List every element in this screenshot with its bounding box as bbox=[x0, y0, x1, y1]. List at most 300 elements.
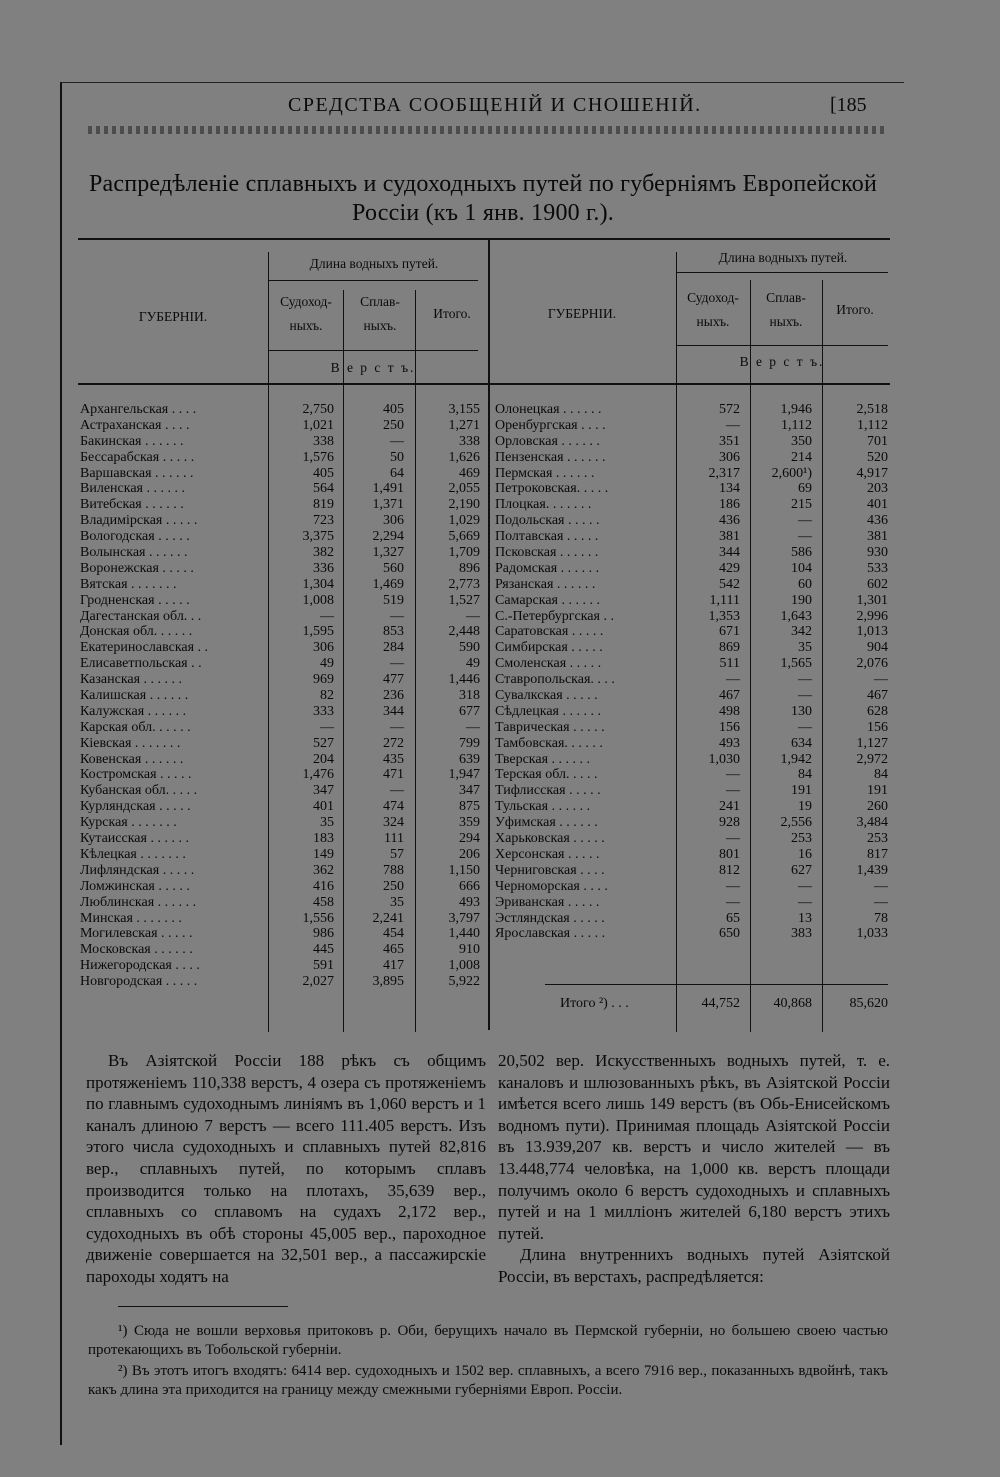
table-cell: 1,469 bbox=[372, 576, 404, 592]
table-cell: Черноморская . . . . bbox=[495, 878, 608, 894]
table-cell: 250 bbox=[383, 878, 404, 894]
table-cell: 853 bbox=[383, 624, 404, 640]
province-header-left: ГУБЕРНІИ. bbox=[138, 309, 208, 324]
table-cell: 294 bbox=[459, 831, 480, 847]
table-cell: Радомская . . . . . . bbox=[495, 560, 600, 576]
table-cell: 35 bbox=[320, 815, 334, 831]
table-cell: 896 bbox=[459, 560, 480, 576]
right-col-rule-2 bbox=[750, 280, 751, 1032]
table-cell: 60 bbox=[798, 576, 812, 592]
table-cell: — bbox=[798, 719, 812, 735]
table-cell: Кѣлецкая . . . . . . . bbox=[80, 846, 186, 862]
table-cell: Симбирская . . . . . bbox=[495, 640, 603, 656]
table-cell: 723 bbox=[313, 513, 334, 529]
table-cell: — bbox=[798, 529, 812, 545]
table-cell: 190 bbox=[791, 592, 812, 608]
right-navigable-column bbox=[678, 402, 740, 942]
footnote-1: ¹) Сюда не вошли верховья притоковъ р. Оби, берущихъ начало въ Пермской губерніи, но большею своею частью протекающихъ въ Тобольской губерніи. bbox=[88, 1323, 888, 1358]
table-cell: 429 bbox=[719, 560, 740, 576]
table-cell: 586 bbox=[791, 545, 812, 561]
table-cell: 3,375 bbox=[302, 529, 334, 545]
table-cell: 253 bbox=[867, 831, 888, 847]
table-cell: 1,030 bbox=[708, 751, 740, 767]
total-header-right: Итого. bbox=[836, 302, 874, 317]
footnotes bbox=[88, 1322, 888, 1402]
table-cell: — bbox=[798, 894, 812, 910]
table-cell: 591 bbox=[313, 958, 334, 974]
table-cell: 1,112 bbox=[857, 417, 888, 433]
table-cell: 3,155 bbox=[448, 402, 480, 417]
table-cell: Ломжинская . . . . . bbox=[80, 878, 190, 894]
table-cell: 788 bbox=[383, 862, 404, 878]
table-cell: 405 bbox=[383, 402, 404, 417]
table-cell: 1,595 bbox=[302, 624, 334, 640]
table-cell: 1,527 bbox=[448, 592, 480, 608]
table-cell: Тверская . . . . . . bbox=[495, 751, 591, 767]
table-cell: 1,327 bbox=[372, 545, 404, 561]
table-heading: Распредѣленіе сплавныхъ и судоходныхъ путей по губерніямъ Европейской Россіи (къ 1 янв. 1900 г.). bbox=[88, 171, 878, 226]
table-cell: 1,371 bbox=[372, 497, 404, 513]
table-cell: — bbox=[798, 513, 812, 529]
table-cell: 520 bbox=[867, 449, 888, 465]
table-cell: 362 bbox=[313, 862, 334, 878]
table-cell: 338 bbox=[313, 433, 334, 449]
table-cell: Пермская . . . . . . bbox=[495, 465, 595, 481]
table-cell: 351 bbox=[719, 433, 740, 449]
table-cell: Орловская . . . . . . bbox=[495, 433, 600, 449]
left-navigable-column bbox=[272, 402, 334, 990]
table-cell: 206 bbox=[459, 846, 480, 862]
table-cell: Кіевская . . . . . . . bbox=[80, 735, 181, 751]
table-cell: 2,317 bbox=[708, 465, 740, 481]
table-cell: — bbox=[466, 719, 480, 735]
table-cell: 214 bbox=[791, 449, 812, 465]
table-cell: 191 bbox=[791, 783, 812, 799]
table-cell: Калужская . . . . . . bbox=[80, 703, 187, 719]
table-cell: 1,942 bbox=[780, 751, 812, 767]
table-cell: — bbox=[390, 608, 404, 624]
table-cell: Курская . . . . . . . bbox=[80, 815, 177, 831]
unit-header-right: В е р с т ъ. bbox=[739, 354, 825, 369]
table-cell: Минская . . . . . . . bbox=[80, 910, 182, 926]
table-cell: 1,439 bbox=[856, 862, 888, 878]
table-cell: 1,021 bbox=[302, 417, 334, 433]
table-cell: Бессарабская . . . . . bbox=[80, 449, 195, 465]
table-cell: — bbox=[726, 783, 740, 799]
totals-label: Итого ²) . . . bbox=[560, 996, 629, 1011]
right-col-rule-3 bbox=[822, 280, 823, 1032]
table-cell: Могилевская . . . . . bbox=[80, 926, 193, 942]
table-cell: 1,353 bbox=[708, 608, 740, 624]
table-cell: Полтавская . . . . . bbox=[495, 529, 599, 545]
table-cell: 467 bbox=[867, 688, 888, 704]
table-cell: 1,476 bbox=[302, 767, 334, 783]
table-cell: 16 bbox=[798, 846, 812, 862]
table-cell: 527 bbox=[313, 735, 334, 751]
table-cell: — bbox=[874, 894, 888, 910]
table-cell: 436 bbox=[867, 513, 888, 529]
totals-navigable: 44,752 bbox=[701, 996, 740, 1011]
table-cell: Таврическая . . . . . bbox=[495, 719, 605, 735]
right-subheader-rule bbox=[676, 272, 888, 273]
table-cell: 383 bbox=[791, 926, 812, 942]
table-cell: 2,972 bbox=[856, 751, 888, 767]
table-cell: 381 bbox=[867, 529, 888, 545]
table-cell: — bbox=[320, 608, 334, 624]
table-cell: 969 bbox=[313, 672, 334, 688]
table-cell: Нижегородская . . . . bbox=[80, 958, 200, 974]
table-cell: 13 bbox=[798, 910, 812, 926]
table-cell: 111 bbox=[384, 831, 404, 847]
length-header-right: Длина водныхъ путей. bbox=[718, 250, 848, 265]
table-cell: 560 bbox=[383, 560, 404, 576]
table-cell: 405 bbox=[313, 465, 334, 481]
table-cell: — bbox=[726, 878, 740, 894]
table-cell: 2,294 bbox=[372, 529, 404, 545]
table-cell: 812 bbox=[719, 862, 740, 878]
table-cell: 628 bbox=[867, 703, 888, 719]
floatable-header-right: Сплав- ныхъ. bbox=[766, 290, 806, 329]
table-cell: — bbox=[320, 719, 334, 735]
table-cell: — bbox=[874, 878, 888, 894]
body-paragraph-right: 20,502 вер. Искусственныхъ водныхъ путей, т. е. каналовъ и шлюзованныхъ рѣкъ, въ Азіятской Россіи имѣется всего лишь 149 верстъ (въ Обь-Енисейскомъ водномъ пути). Принимая площадь Азіятской Россіи въ 13.939,207 кв. верстъ и число жителей — въ 13.448,774 человѣка, на 1,000 кв. верстъ площади получимъ около 6 верстъ судоходныхъ и сплавныхъ путей и на 1 милліонъ жителей 6,180 верстъ этихъ путей. bbox=[498, 1051, 890, 1243]
table-cell: 1,271 bbox=[448, 417, 480, 433]
table-cell: Вятская . . . . . . . bbox=[80, 576, 177, 592]
table-cell: — bbox=[390, 719, 404, 735]
table-cell: 2,076 bbox=[856, 656, 888, 672]
footnote-2: ²) Въ этотъ итогъ входятъ: 6414 вер. судоходныхъ и 1502 вер. сплавныхъ, а всего 7916 вер., показанныхъ вдвойнѣ, такъ какъ длина эта приходится на границу между смежными губерніями Европ. Россіи. bbox=[88, 1363, 888, 1398]
table-cell: Сувалкская . . . . . bbox=[495, 688, 598, 704]
table-cell: Псковская . . . . . . bbox=[495, 545, 599, 561]
table-cell: Волынская . . . . . . bbox=[80, 545, 188, 561]
table-cell: 542 bbox=[719, 576, 740, 592]
table-cell: Владимірская . . . . . bbox=[80, 513, 198, 529]
table-cell: Терская обл. . . . . bbox=[495, 767, 598, 783]
table-cell: Саратовская . . . . . bbox=[495, 624, 604, 640]
table-cell: 986 bbox=[313, 926, 334, 942]
table-cell: 215 bbox=[791, 497, 812, 513]
table-cell: 344 bbox=[719, 545, 740, 561]
table-cell: Екатеринославская . . bbox=[80, 640, 209, 656]
table-cell: Бакинская . . . . . . bbox=[80, 433, 184, 449]
table-cell: 1,946 bbox=[780, 402, 812, 417]
table-cell: 156 bbox=[867, 719, 888, 735]
table-cell: 1,033 bbox=[856, 926, 888, 942]
table-cell: Пензенская . . . . . . bbox=[495, 449, 606, 465]
table-cell: 35 bbox=[390, 894, 404, 910]
table-cell: Смоленская . . . . . bbox=[495, 656, 602, 672]
right-floatable-column bbox=[752, 402, 812, 942]
table-cell: 5,922 bbox=[448, 974, 480, 990]
table-cell: 819 bbox=[313, 497, 334, 513]
table-cell: Сѣдлецкая . . . . . . bbox=[495, 703, 601, 719]
table-cell: 1,112 bbox=[781, 417, 812, 433]
table-cell: 875 bbox=[459, 799, 480, 815]
table-cell: 930 bbox=[867, 545, 888, 561]
table-cell: Карская обл. . . . . . bbox=[80, 719, 191, 735]
table-cell: Воронежская . . . . . bbox=[80, 560, 194, 576]
table-cell: 401 bbox=[867, 497, 888, 513]
table-cell: Подольская . . . . . bbox=[495, 513, 600, 529]
table-cell: 342 bbox=[791, 624, 812, 640]
table-cell: 465 bbox=[383, 942, 404, 958]
table-cell: 666 bbox=[459, 878, 480, 894]
table-cell: 1,008 bbox=[448, 958, 480, 974]
table-cell: 350 bbox=[791, 433, 812, 449]
table-cell: 1,491 bbox=[372, 481, 404, 497]
table-cell: 602 bbox=[867, 576, 888, 592]
table-cell: 1,440 bbox=[448, 926, 480, 942]
table-cell: 701 bbox=[867, 433, 888, 449]
table-cell: 817 bbox=[867, 846, 888, 862]
table-cell: — bbox=[726, 417, 740, 433]
total-header-left: Итого. bbox=[433, 306, 471, 321]
table-cell: 1,008 bbox=[302, 592, 334, 608]
table-cell: 677 bbox=[459, 703, 480, 719]
table-cell: — bbox=[726, 831, 740, 847]
table-cell: 458 bbox=[313, 894, 334, 910]
table-cell: 1,626 bbox=[448, 449, 480, 465]
table-cell: 3,797 bbox=[448, 910, 480, 926]
table-cell: 359 bbox=[459, 815, 480, 831]
table-cell: 417 bbox=[383, 958, 404, 974]
table-cell: 928 bbox=[719, 815, 740, 831]
table-cell: Елисаветпольская . . bbox=[80, 656, 202, 672]
totals-rule bbox=[545, 984, 888, 985]
table-cell: 2,027 bbox=[302, 974, 334, 990]
table-cell: Вологодская . . . . . bbox=[80, 529, 190, 545]
unit-header-left: В е р с т ъ. bbox=[330, 360, 416, 375]
table-cell: 2,750 bbox=[302, 402, 334, 417]
table-cell: 634 bbox=[791, 735, 812, 751]
table-cell: Лифляндская . . . . . bbox=[80, 862, 195, 878]
table-cell: 4,917 bbox=[856, 465, 888, 481]
table-cell: 435 bbox=[383, 751, 404, 767]
table-cell: 2,448 bbox=[448, 624, 480, 640]
table-cell: 533 bbox=[867, 560, 888, 576]
table-cell: Курляндская . . . . . bbox=[80, 799, 191, 815]
table-cell: Петроковская. . . . . bbox=[495, 481, 609, 497]
table-cell: 49 bbox=[466, 656, 480, 672]
table-cell: 477 bbox=[383, 672, 404, 688]
table-cell: 1,127 bbox=[856, 735, 888, 751]
table-cell: 639 bbox=[459, 751, 480, 767]
left-floatable-column bbox=[344, 402, 404, 990]
table-cell: 1,150 bbox=[448, 862, 480, 878]
table-cell: — bbox=[390, 783, 404, 799]
table-cell: 5,669 bbox=[448, 529, 480, 545]
table-cell: 590 bbox=[459, 640, 480, 656]
table-cell: Дагестанская обл. . . bbox=[80, 608, 202, 624]
table-cell: 2,518 bbox=[856, 402, 888, 417]
table-cell: Витебская . . . . . . bbox=[80, 497, 184, 513]
table-cell: 401 bbox=[313, 799, 334, 815]
page-number: [185 bbox=[830, 94, 867, 116]
table-cell: 347 bbox=[313, 783, 334, 799]
table-cell: 65 bbox=[726, 910, 740, 926]
table-cell: Новгородская . . . . . bbox=[80, 974, 198, 990]
table-cell: 2,190 bbox=[448, 497, 480, 513]
table-cell: 130 bbox=[791, 703, 812, 719]
table-cell: — bbox=[466, 608, 480, 624]
table-cell: Тифлисская . . . . . bbox=[495, 783, 601, 799]
table-cell: 564 bbox=[313, 481, 334, 497]
table-cell: Виленская . . . . . . bbox=[80, 481, 185, 497]
table-cell: 306 bbox=[719, 449, 740, 465]
table-cell: 904 bbox=[867, 640, 888, 656]
table-cell: Плоцкая. . . . . . . bbox=[495, 497, 592, 513]
table-cell: 799 bbox=[459, 735, 480, 751]
table-cell: Рязанская . . . . . . bbox=[495, 576, 596, 592]
table-cell: 1,111 bbox=[709, 592, 740, 608]
table-cell: 474 bbox=[383, 799, 404, 815]
table-cell: 671 bbox=[719, 624, 740, 640]
body-paragraph-left: Въ Азіятской Россіи 188 рѣкъ съ общимъ протяженіемъ 110,338 верстъ, 4 озера съ протяженіемъ по главнымъ судоходнымъ линіямъ въ 1,060 верстъ и 1 каналъ длиною 7 верстъ — всего 111.405 верстъ. Изъ этого числа судоходныхъ и сплавныхъ путей 82,816 вер., сплавныхъ путей, по которымъ сплавъ производится только на плотахъ, 35,639 вер., сплавныхъ со сплавомъ на судахъ 2,172 вер., судоходныхъ въ обѣ стороны 45,005 вер., пароходное движеніе совершается на 32,501 вер., а пассажирскіе пароходы ходятъ на bbox=[86, 1051, 486, 1286]
table-cell: 382 bbox=[313, 545, 334, 561]
table-cell: 156 bbox=[719, 719, 740, 735]
table-cell: — bbox=[874, 672, 888, 688]
totals-floatable: 40,868 bbox=[773, 996, 812, 1011]
table-cell: 381 bbox=[719, 529, 740, 545]
table-cell: Херсонская . . . . . bbox=[495, 846, 600, 862]
table-top-rule bbox=[78, 238, 890, 240]
table-cell: 183 bbox=[313, 831, 334, 847]
table-cell: 284 bbox=[383, 640, 404, 656]
right-unit-rule bbox=[676, 345, 888, 346]
navigable-header-left: Судоход- ныхъ. bbox=[280, 294, 332, 333]
table-cell: Ковенская . . . . . . bbox=[80, 751, 184, 767]
table-cell: 19 bbox=[798, 799, 812, 815]
table-cell: 338 bbox=[459, 433, 480, 449]
table-cell: 236 bbox=[383, 688, 404, 704]
table-cell: Казанская . . . . . . bbox=[80, 672, 183, 688]
table-cell: 2,055 bbox=[448, 481, 480, 497]
table-cell: Тамбовская. . . . . . bbox=[495, 735, 603, 751]
table-cell: 2,556 bbox=[780, 815, 812, 831]
table-cell: 1,013 bbox=[856, 624, 888, 640]
table-cell: 801 bbox=[719, 846, 740, 862]
table-cell: 64 bbox=[390, 465, 404, 481]
table-header-rule bbox=[78, 383, 890, 385]
table-cell: 82 bbox=[320, 688, 334, 704]
table-cell: 149 bbox=[313, 846, 334, 862]
table-cell: 1,446 bbox=[448, 672, 480, 688]
decorative-divider bbox=[88, 126, 888, 134]
table-cell: 318 bbox=[459, 688, 480, 704]
table-cell: 260 bbox=[867, 799, 888, 815]
navigable-header-right: Судоход- ныхъ. bbox=[687, 290, 739, 329]
running-title: СРЕДСТВА СООБЩЕНІЙ И СНОШЕНІЙ. bbox=[288, 94, 702, 116]
table-cell: 1,304 bbox=[302, 576, 334, 592]
table-cell: 467 bbox=[719, 688, 740, 704]
table-cell: 910 bbox=[459, 942, 480, 958]
table-cell: Черниговская . . . . bbox=[495, 862, 605, 878]
table-cell: Ярославская . . . . . bbox=[495, 926, 606, 942]
table-cell: 493 bbox=[719, 735, 740, 751]
body-left-column bbox=[86, 1050, 486, 1288]
table-cell: Тульская . . . . . . bbox=[495, 799, 591, 815]
table-cell: 49 bbox=[320, 656, 334, 672]
table-cell: 627 bbox=[791, 862, 812, 878]
table-cell: 436 bbox=[719, 513, 740, 529]
table-cell: Варшавская . . . . . . bbox=[80, 465, 194, 481]
table-cell: 324 bbox=[383, 815, 404, 831]
table-cell: Самарская . . . . . . bbox=[495, 592, 600, 608]
left-unit-rule bbox=[268, 350, 478, 351]
table-cell: 471 bbox=[383, 767, 404, 783]
table-cell: Костромская . . . . . bbox=[80, 767, 192, 783]
table-cell: Уфимская . . . . . . bbox=[495, 815, 598, 831]
totals-total: 85,620 bbox=[849, 996, 888, 1011]
table-cell: 469 bbox=[459, 465, 480, 481]
table-cell: Кубанская обл. . . . . bbox=[80, 783, 198, 799]
table-cell: 445 bbox=[313, 942, 334, 958]
table-cell: 306 bbox=[383, 513, 404, 529]
table-cell: Гродненская . . . . . bbox=[80, 592, 190, 608]
table-cell: 1,643 bbox=[780, 608, 812, 624]
table-cell: 134 bbox=[719, 481, 740, 497]
table-cell: 50 bbox=[390, 449, 404, 465]
left-subheader-rule bbox=[268, 280, 478, 281]
table-cell: 2,996 bbox=[856, 608, 888, 624]
table-cell: 84 bbox=[798, 767, 812, 783]
table-cell: 1,709 bbox=[448, 545, 480, 561]
table-cell: Ставропольская. . . . bbox=[495, 672, 615, 688]
table-cell: 2,600¹) bbox=[771, 465, 812, 481]
table-cell: 3,895 bbox=[372, 974, 404, 990]
table-cell: 272 bbox=[383, 735, 404, 751]
table-cell: Харьковская . . . . . bbox=[495, 831, 605, 847]
length-header-left: Длина водныхъ путей. bbox=[309, 256, 439, 271]
table-cell: 2,773 bbox=[448, 576, 480, 592]
table-cell: 84 bbox=[874, 767, 888, 783]
table-cell: 511 bbox=[719, 656, 740, 672]
table-center-rule bbox=[488, 238, 490, 1030]
table-cell: 203 bbox=[867, 481, 888, 497]
table-cell: — bbox=[726, 672, 740, 688]
table-cell: 2,241 bbox=[372, 910, 404, 926]
table-cell: 1,947 bbox=[448, 767, 480, 783]
footnote-rule bbox=[118, 1306, 288, 1307]
table-cell: Эриванская . . . . . bbox=[495, 894, 600, 910]
left-province-column bbox=[80, 402, 266, 990]
table-cell: 1,576 bbox=[302, 449, 334, 465]
table-cell: 869 bbox=[719, 640, 740, 656]
table-cell: — bbox=[390, 433, 404, 449]
province-header-right: ГУБЕРНІИ. bbox=[547, 306, 617, 321]
table-cell: 1,565 bbox=[780, 656, 812, 672]
floatable-header-left: Сплав- ныхъ. bbox=[360, 294, 400, 333]
table-cell: 250 bbox=[383, 417, 404, 433]
table-cell: 336 bbox=[313, 560, 334, 576]
table-cell: — bbox=[726, 894, 740, 910]
body-right-column bbox=[498, 1050, 890, 1288]
table-cell: 1,556 bbox=[302, 910, 334, 926]
table-cell: С.-Петербургская . . bbox=[495, 608, 614, 624]
table-cell: 498 bbox=[719, 703, 740, 719]
table-cell: — bbox=[726, 767, 740, 783]
table-cell: 3,484 bbox=[856, 815, 888, 831]
table-cell: 519 bbox=[383, 592, 404, 608]
table-cell: 347 bbox=[459, 783, 480, 799]
running-header bbox=[60, 92, 902, 122]
table-cell: Олонецкая . . . . . . bbox=[495, 402, 602, 417]
table-cell: — bbox=[798, 688, 812, 704]
table-cell: 69 bbox=[798, 481, 812, 497]
table-cell: 650 bbox=[719, 926, 740, 942]
table-cell: 1,029 bbox=[448, 513, 480, 529]
table-cell: 572 bbox=[719, 402, 740, 417]
